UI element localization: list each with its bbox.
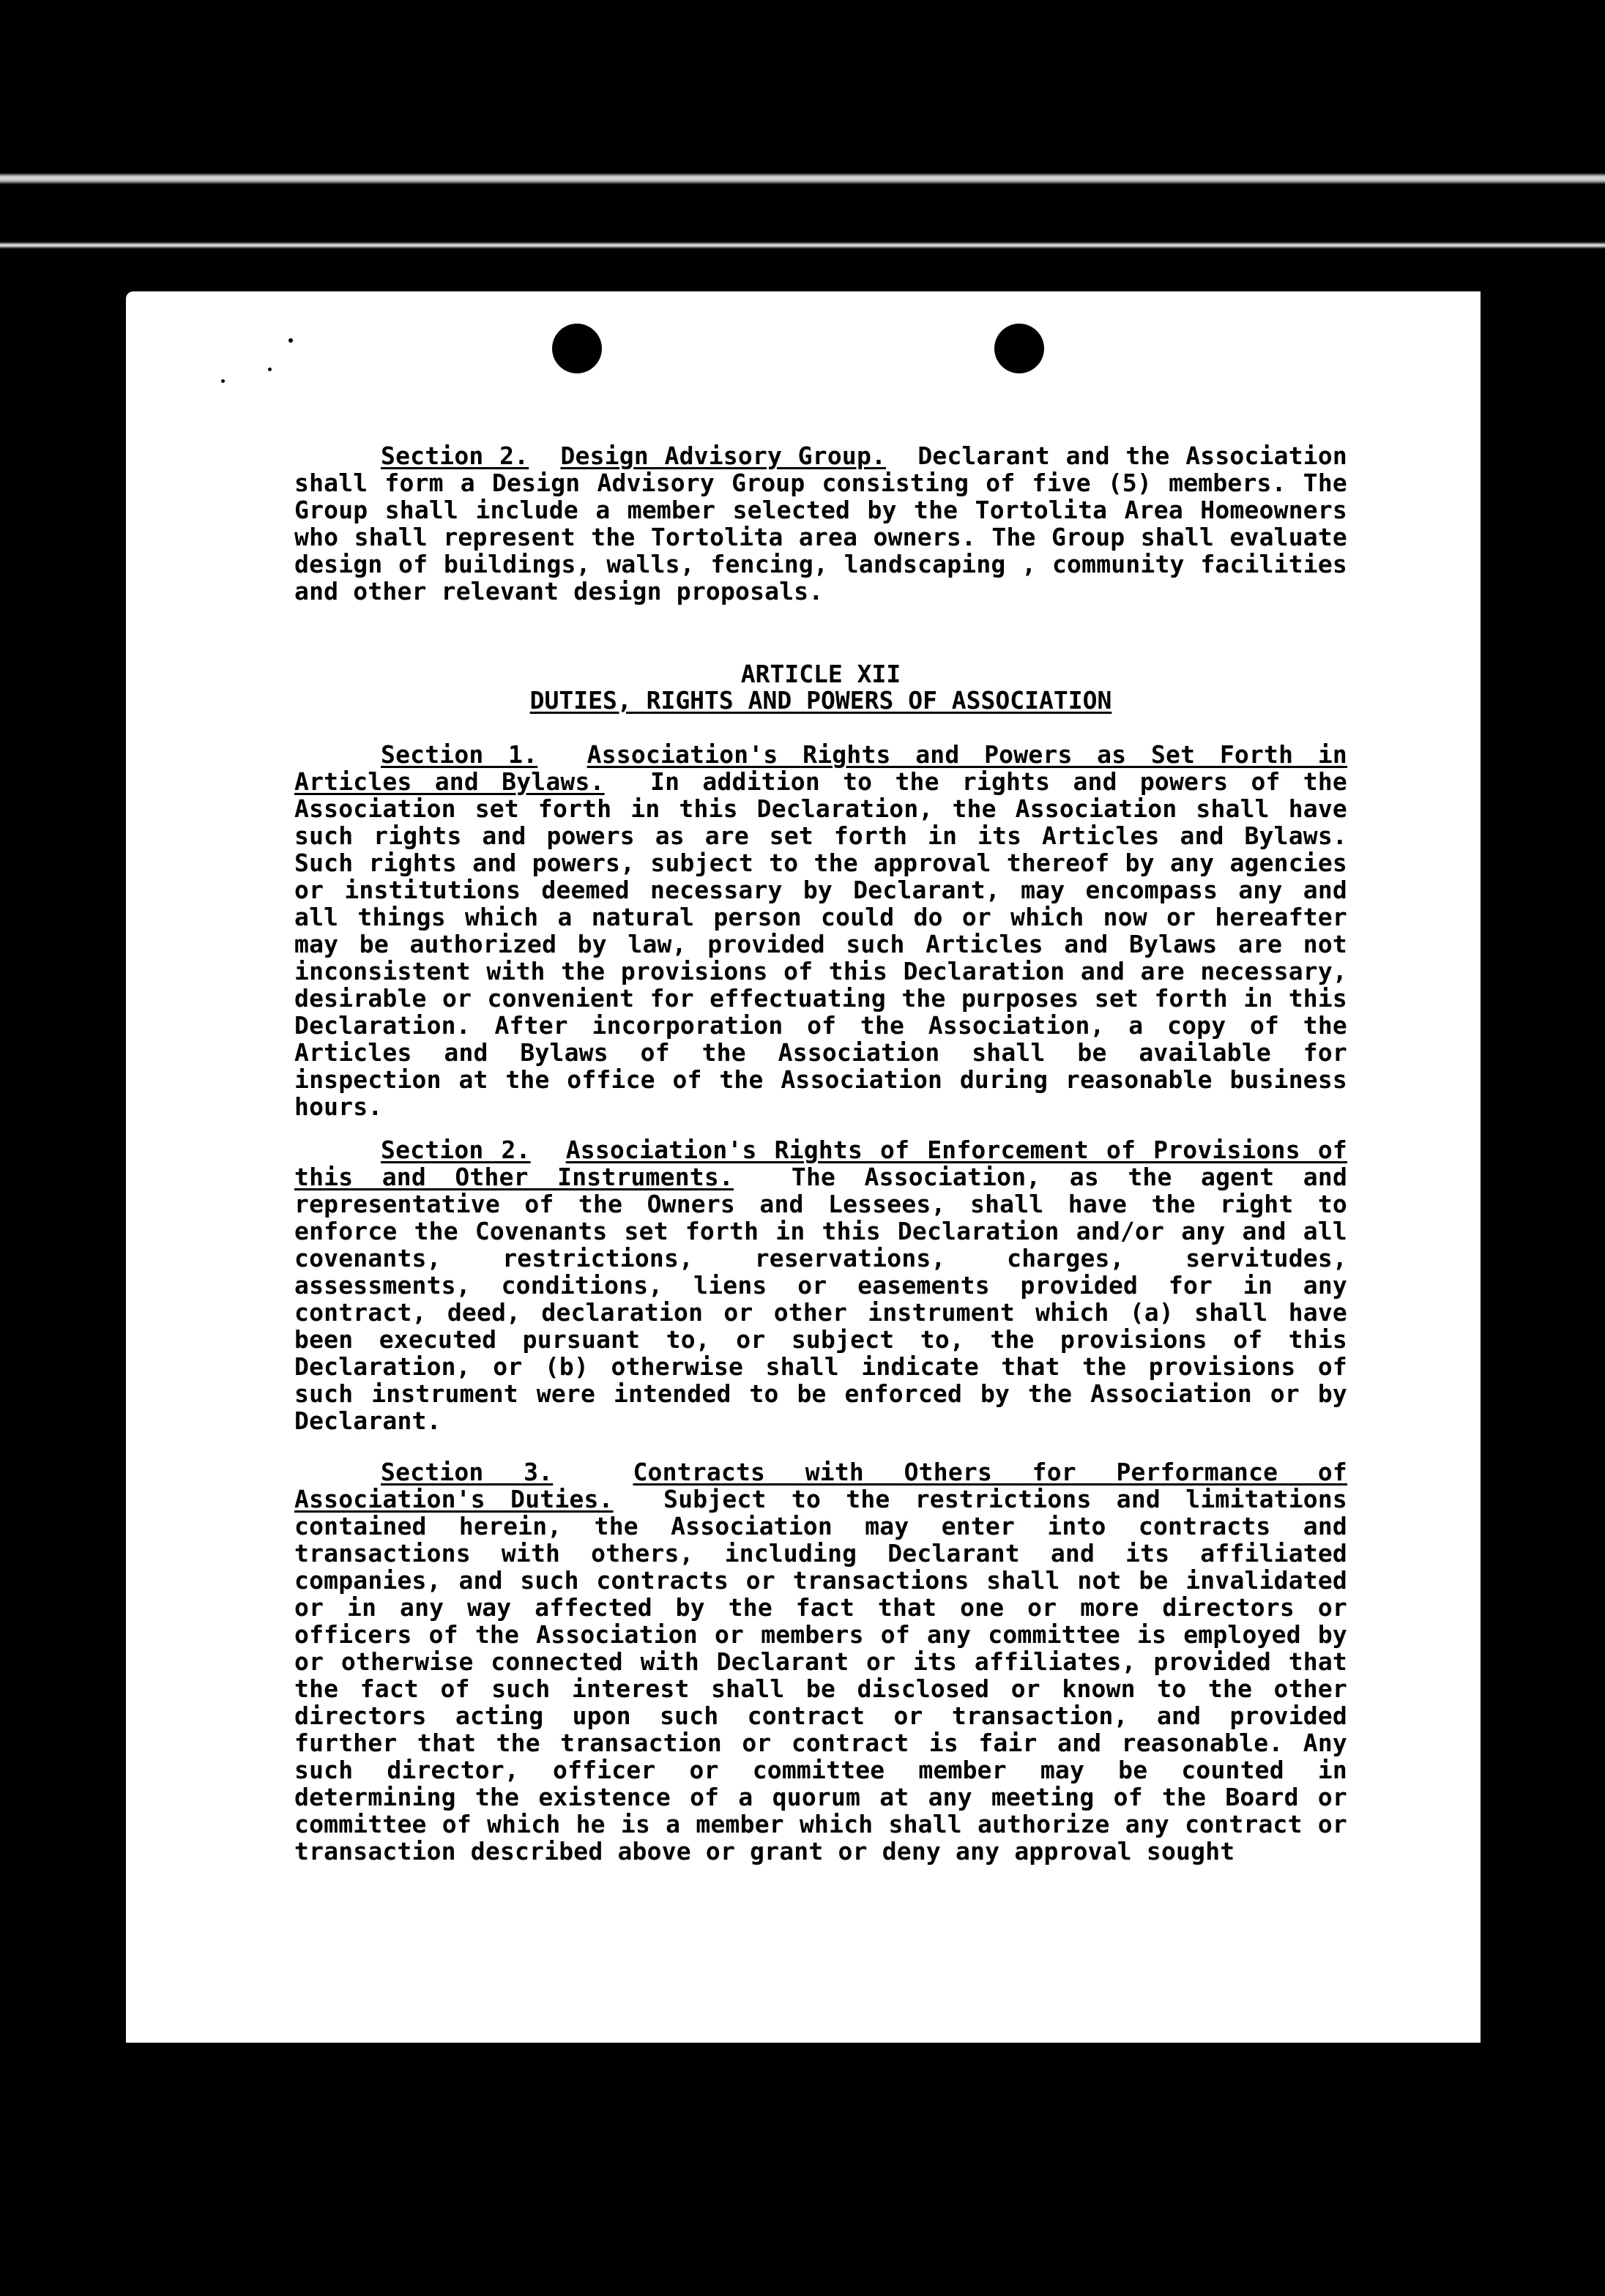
scan-edge-stripe-lower	[0, 242, 1605, 249]
section-title: Association's Rights and Powers as Set Forth in Articles and Bylaws.	[294, 740, 1347, 796]
section-2	[294, 1136, 1347, 1434]
section-label: Section 2.	[381, 1136, 531, 1164]
punch-hole-left	[552, 324, 602, 373]
section-3	[294, 1458, 1347, 1865]
page-footer	[126, 2234, 1481, 2278]
punch-hole-right	[994, 324, 1044, 373]
struck-recording-stamp: 7738 854	[1110, 2234, 1271, 2270]
section-1	[294, 741, 1347, 1120]
section-text: Subject to the restrictions and limitations contained herein, the Association may enter into contracts and transactions with others, including Declarant and its affiliated companies, and such contracts or transactions shall not be invalidated or in any way affected by the fact that one or more directors or officers of the Association or members of any committee is employed by or otherwise connected with Declarant or its affiliates, provided that the fact of such interest shall be disclosed or known to the other directors acting upon such contract or transaction, and provided further that the transaction or contract is fair and reasonable. Any such director, officer or committee member may be counted in determining the existence of a quorum at any meeting of the Board or committee of which he is a member which shall authorize any contract or transaction described above or grant or deny any approval sought	[294, 1485, 1347, 1865]
section-label: Section 3.	[381, 1458, 554, 1486]
section-title: Association's Rights of Enforcement of Provisions of this and Other Instruments.	[294, 1136, 1347, 1191]
section-label: Section 2.	[381, 441, 529, 470]
article-title-wrap	[294, 687, 1347, 714]
recording-stamp-book: 7829	[373, 2234, 459, 2270]
document-page	[126, 291, 1481, 2275]
recording-stamp-page: 556	[523, 2239, 587, 2275]
article-number: ARTICLE XII	[740, 660, 901, 688]
section-title: Design Advisory Group.	[560, 441, 887, 470]
speck	[268, 368, 272, 371]
speck	[288, 338, 293, 343]
section-design-advisory	[294, 442, 1347, 605]
section-label: Section 1.	[381, 740, 538, 769]
scan-edge-stripe	[0, 173, 1605, 184]
section-text: The Association, as the agent and representative of the Owners and Lessees, shall have the right to enforce the Covenants set forth in this Declaration and/or any and all covenants, restrictions, reservations, charges, servitudes, assessments, conditions, liens or easements provided for in any contract, deed, declaration or other instrument which (a) shall have been executed pursuant to, or subject to, the provisions of this Declaration, or (b) otherwise shall indicate that the provisions of such instrument were intended to be enforced by the Association or by Declarant.	[294, 1163, 1348, 1435]
article-title: DUTIES, RIGHTS AND POWERS OF ASSOCIATION	[529, 686, 1112, 715]
section-title: Contracts with Others for Performance of Association's Duties.	[294, 1458, 1347, 1513]
section-text: Declarant and the Association shall form a Design Advisory Group consisting of five (5) members. The Group shall include a member selected by the Tortolita Area Homeowners who shall represent the Tortolita area owners. The Group shall evaluate design of buildings, walls, fencing, landscaping , community facilities and other relevant design proposals.	[294, 441, 1347, 605]
speck	[221, 379, 225, 383]
page-number: -33-	[761, 2237, 819, 2265]
section-text: In addition to the rights and powers of the Association set forth in this Declaration, the Association shall have such rights and powers as are set forth in its Articles and Bylaws. Such rights and powers, subject to the approval thereof by any agencies or institutions deemed necessary by Declarant, may encompass any and all things which a natural person could do or which now or hereafter may be authorized by law, provided such Articles and Bylaws are not inconsistent with the provisions of this Declaration and are necessary, desirable or convenient for effectuating the purposes set forth in this Declaration. After incorporation of the Association, a copy of the Articles and Bylaws of the Association shall be available for inspection at the office of the Association during reasonable business hours.	[294, 767, 1347, 1121]
